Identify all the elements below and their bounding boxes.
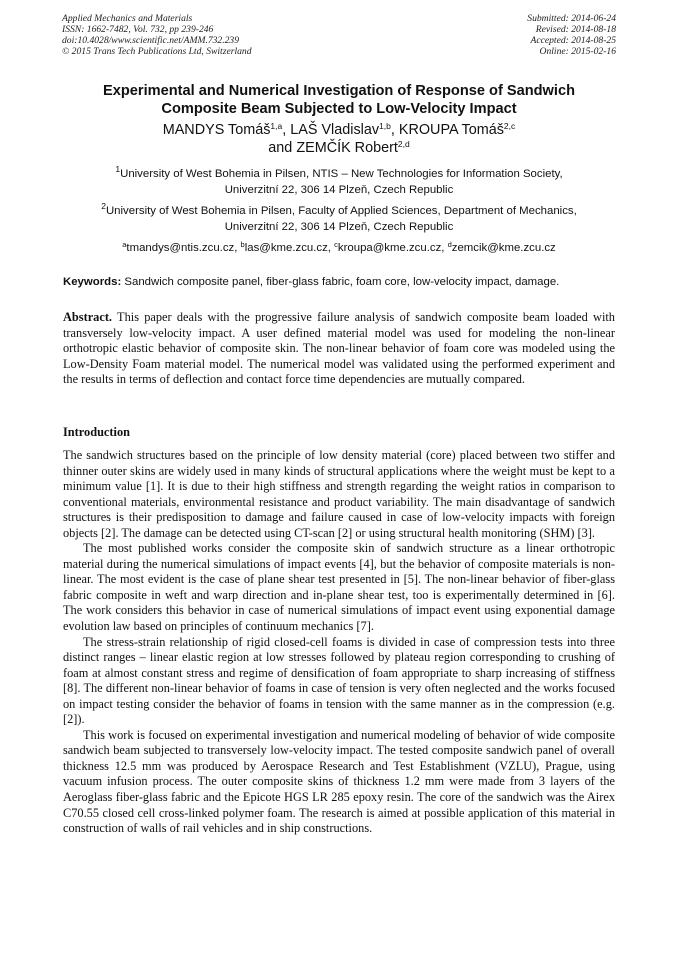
intro-paragraph: The sandwich structures based on the principle of low density material (core) placed between two stiffer and thinner outer skins are widely used in many kinds of structural applications where the weight must be kept to a minimum value [1]. It is due to their high stiffness and strength regarding the weight ratios in comparison to conventional materials, environmental resistance and product variability. The main disadvantage of sandwich structures is their predisposition to damage and failure caused in case of low-velocity impacts with foreign objects [2]. The damage can be detected using CT-scan [2] or using structural health monitoring (SHM) [3].: [63, 448, 615, 540]
email-address[interactable]: kroupa@kme.zcu.cz,: [337, 242, 445, 254]
intro-paragraph: The stress-strain relationship of rigid closed-cell foams is divided in case of compression tests into three distinct ranges – linear elastic region at low stresses followed by plateau region corresponding to crushing of foam at almost constant stress and regime of densification of foam appropriate to sharp increasing of stiffness [8]. The different non-linear behavior of foams in case of tension is very often neglected and the works focused on impact testing consider the behavior of foams in tension with the same manner as in the compression (e.g. [2]).: [63, 634, 615, 727]
author-name: MANDYS Tomáš: [162, 122, 271, 138]
email-mark: c: [334, 240, 338, 249]
title-line-1: Experimental and Numerical Investigation of Response of Sandwich: [103, 83, 575, 99]
intro-paragraph: This work is focused on experimental investigation and numerical modeling of behavior of wide composite sandwich beam subjected to transversely low-velocity impact. The tested composite sandwich panel of overall thickness 12.5 mm was produced by Aerospace Research and Test Establishment (VZLU), Prague, using vacuum infusion process. The outer composite skins of thickness 1.2 mm were made from 3 layers of the Aeroglass fiber-glass fabric and the Epicote HGS LR 285 epoxy resin. The core of the sandwich was the Airex C70.55 closed cell cross-linked polymer foam. The research is aimed at possible application of this material in construction of walls of rail vehicles and in ship constructions.: [63, 727, 615, 836]
affiliation-2: [40, 203, 638, 235]
email-address[interactable]: zemcik@kme.zcu.cz: [451, 242, 556, 254]
affiliation-address: Univerzitní 22, 306 14 Plzeň, Czech Republic: [224, 184, 454, 197]
journal-info: [62, 14, 252, 58]
email-mark: b: [240, 240, 245, 249]
affiliation-address: Univerzitní 22, 306 14 Plzeň, Czech Republic: [224, 221, 454, 234]
author-name: ZEMČÍK Robert: [296, 140, 398, 156]
email-address[interactable]: tmandys@ntis.zcu.cz,: [126, 242, 238, 254]
author-affiliation-mark: 2,c: [503, 121, 516, 131]
revised-date: Revised: 2014-08-18: [535, 23, 616, 35]
affiliation-1: [40, 166, 638, 198]
affiliation-line: University of West Bohemia in Pilsen, Faculty of Applied Sciences, Department of Mechanics,: [105, 205, 577, 217]
author-name: LAŠ Vladislav: [290, 122, 380, 138]
issn-line: ISSN: 1662-7482, Vol. 732, pp 239-246: [62, 23, 214, 35]
email-mark: d: [447, 240, 452, 249]
author-name: KROUPA Tomáš: [398, 122, 504, 138]
author-list: MANDYS Tomáš$^{1,a}$, LAŠ Vladislav$^{1,b}$, KROUPA Tomáš$^{2,c}$ and ZEMČÍK Robert$^{2,d}$: [162, 121, 516, 156]
online-date: Online: 2015-02-16: [539, 45, 616, 57]
email-address[interactable]: las@kme.zcu.cz,: [244, 242, 331, 254]
abstract-section: [63, 310, 615, 388]
introduction-body: [63, 448, 615, 837]
intro-paragraph: The most published works consider the composite skin of sandwich structure as a linear orthotropic material during the numerical simulations of impact events [4], but the behavior of composite materials is non-linear. The most evident is the case of plane shear test presented in [5]. The non-linear behavior of fiber-glass fabric composite in weft and warp direction and in-plane shear test, too is experimentally determined in [6]. The work considers this behavior in case of numerical simulations of impact event using exponential damage evolution law based on principles of continuum mechanics [7].: [63, 541, 615, 634]
email-mark: a: [122, 240, 127, 249]
affiliation-number: 2: [101, 201, 106, 211]
submitted-date: Submitted: 2014-06-24: [527, 13, 616, 24]
copyright-line: © 2015 Trans Tech Publications Ltd, Switzerland: [62, 45, 252, 57]
title-line-2: Composite Beam Subjected to Low-Velocity Impact: [161, 101, 517, 117]
paper-title: [50, 82, 628, 118]
keywords-label: Keywords:: [63, 276, 122, 288]
keywords-section: [63, 274, 623, 290]
abstract-label: Abstract.: [63, 310, 113, 324]
publication-dates: [527, 14, 616, 58]
abstract-text: This paper deals with the progressive failure analysis of sandwich composite beam loaded with transversely low-velocity impact. A user defined material model was used for modeling the non-linear orthotropic elastic behavior of composite skin. The non-linear behavior of foam core was modeled using the Low-Density Foam material model. The numerical model was validated using the performed experiment and the results in terms of deflection and contact force time dependencies are mutually compared.: [63, 310, 615, 387]
affiliation-line: University of West Bohemia in Pilsen, NTIS – New Technologies for Information Society,: [120, 168, 563, 180]
accepted-date: Accepted: 2014-08-25: [530, 34, 616, 46]
keywords-text: Sandwich composite panel, fiber-glass fabric, foam core, low-velocity impact, damage.: [124, 276, 560, 288]
email-list: [40, 240, 638, 256]
author-affiliation-mark: 2,d: [397, 139, 410, 149]
journal-name: Applied Mechanics and Materials: [62, 13, 193, 24]
affiliation-number: 1: [115, 164, 121, 174]
doi-line: doi:10.4028/www.scientific.net/AMM.732.239: [62, 34, 240, 46]
author-affiliation-mark: 1,b: [379, 121, 391, 131]
author-conjunction: and: [268, 140, 293, 156]
author-affiliation-mark: 1,a: [270, 121, 283, 131]
introduction-heading: Introduction: [63, 425, 130, 439]
